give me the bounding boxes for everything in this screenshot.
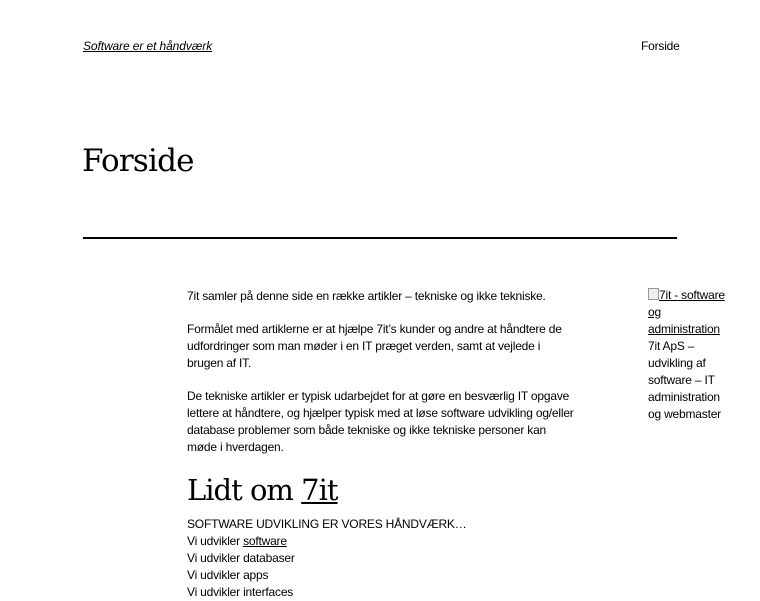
page-title: Forside (82, 143, 194, 179)
list-item-apps: Vi udvikler apps (187, 568, 269, 582)
software-link[interactable]: software (243, 534, 287, 548)
intro-paragraph: 7it samler på denne side en række artikler – tekniske og ikke tekniske. (187, 289, 546, 303)
sidebar-caption: 7it ApS – udvikling af software – IT administration og webmaster (648, 339, 721, 421)
about-heading (187, 472, 577, 508)
list-item-text: Vi udvikler (187, 534, 244, 548)
list-item-interfaces: Vi udvikler interfaces (187, 585, 294, 599)
site-title-link[interactable]: Software er et håndværk (83, 39, 213, 53)
technical-paragraph: De tekniske artikler er typisk udarbejdet for at gøre en besværlig IT opgave lettere at håndtere, og hjælper typisk med at løse software udvikling og/eller database problemer som både tekniske og ikke tekniske personer kan møde i hverdagen. (187, 389, 574, 454)
list-item-software (187, 533, 577, 550)
purpose-paragraph: Formålet med artiklerne er at hjælpe 7it’s kunder og andre at håndtere de udfordringer som man møder i en IT præget verden, samt at vejlede i brugen af IT. (187, 322, 562, 370)
separator (83, 237, 677, 239)
nav-item-forside[interactable]: Forside (641, 39, 680, 53)
about-7it-link[interactable]: 7it (301, 473, 338, 507)
main-content (187, 288, 577, 601)
tagline: SOFTWARE UDVIKLING ER VORES HÅNDVÆRK… (187, 517, 467, 531)
about-heading-prefix: Lidt om (187, 473, 302, 507)
broken-image-icon (648, 288, 659, 300)
sidebar (648, 287, 728, 423)
sidebar-image-alt: 7it - software og administration (648, 288, 725, 336)
list-item-databases: Vi udvikler databaser (187, 551, 295, 565)
sidebar-image-link[interactable] (648, 288, 725, 336)
